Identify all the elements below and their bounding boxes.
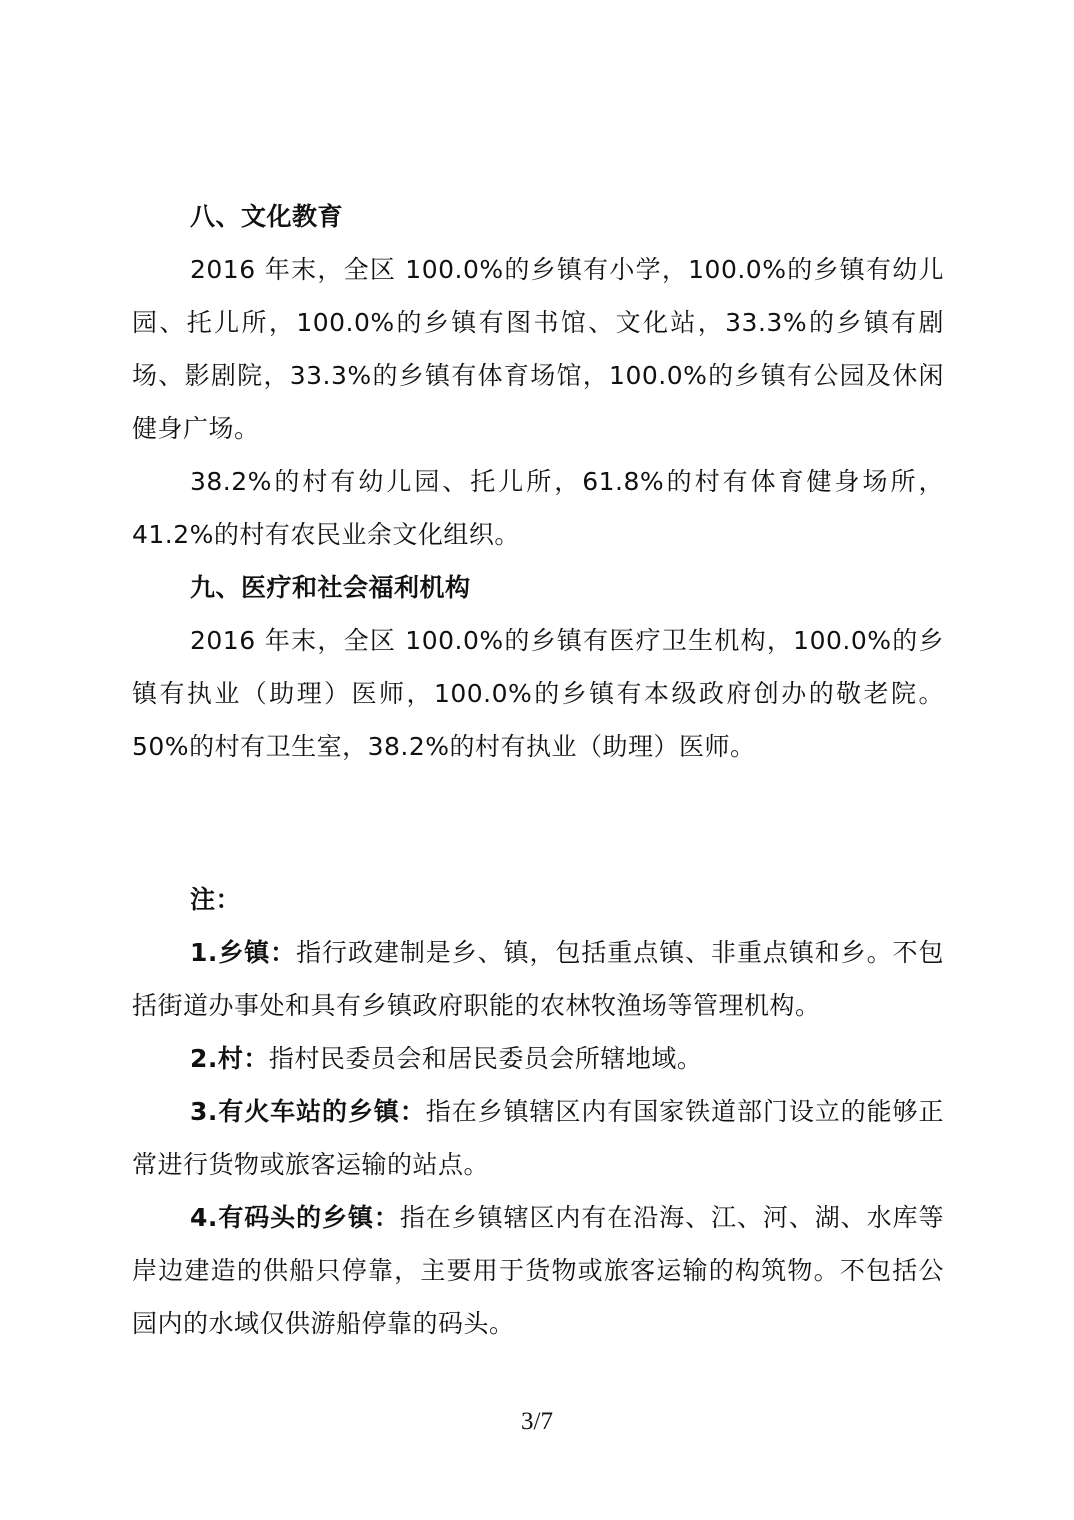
note-text: 指行政建制是乡、镇，包括重点镇、非重点镇和乡。不包括街道办事处和具有乡镇政府职能的农林牧渔场等管理机构。 — [132, 938, 944, 1020]
note-term: 1.乡镇： — [190, 938, 297, 967]
spacer — [132, 773, 944, 873]
paragraph-village-medical-text: 50%的村有卫生室，38.2%的村有执业（助理）医师。 — [132, 732, 756, 761]
note-item-township — [132, 926, 944, 1032]
note-term: 3.有火车站的乡镇： — [190, 1097, 426, 1126]
note-item-train-station — [132, 1085, 944, 1191]
section-heading-medical-welfare: 九、医疗和社会福利机构 — [190, 573, 471, 602]
note-text: 指在乡镇辖区内有国家铁道部门设立的能够正常进行货物或旅客运输的站点。 — [132, 1097, 944, 1179]
note-item-village — [132, 1032, 944, 1085]
paragraph-township-culture: 2016 年末，全区 100.0%的乡镇有小学，100.0%的乡镇有幼儿园、托儿所，100.0%的乡镇有图书馆、文化站，33.3%的乡镇有剧场、影剧院，33.3%的乡镇有体育场馆，100.0%的乡镇有公园及休闲健身广场。 — [132, 255, 944, 443]
paragraph-township-medical-text: 2016 年末，全区 100.0%的乡镇有医疗卫生机构，100.0%的乡镇有执业（助理）医师，100.0%的乡镇有本级政府创办的敬老院。 — [132, 626, 944, 708]
note-term: 2.村： — [190, 1044, 269, 1073]
note-term: 4.有码头的乡镇： — [190, 1203, 400, 1232]
note-text: 指村民委员会和居民委员会所辖地域。 — [268, 1044, 703, 1073]
paragraph-village-culture: 38.2%的村有幼儿园、托儿所，61.8%的村有体育健身场所，41.2%的村有农民业余文化组织。 — [132, 467, 944, 549]
notes-heading: 注： — [190, 885, 242, 914]
note-item-wharf — [132, 1191, 944, 1350]
document-page — [132, 190, 944, 1350]
paragraph-township-medical — [132, 614, 944, 773]
note-text: 指在乡镇辖区内有在沿海、江、河、湖、水库等岸边建造的供船只停靠，主要用于货物或旅客运输的构筑物。不包括公园内的水域仅供游船停靠的码头。 — [132, 1203, 944, 1338]
section-heading-culture-education: 八、文化教育 — [190, 202, 344, 231]
page-number: 3/7 — [521, 1408, 553, 1435]
